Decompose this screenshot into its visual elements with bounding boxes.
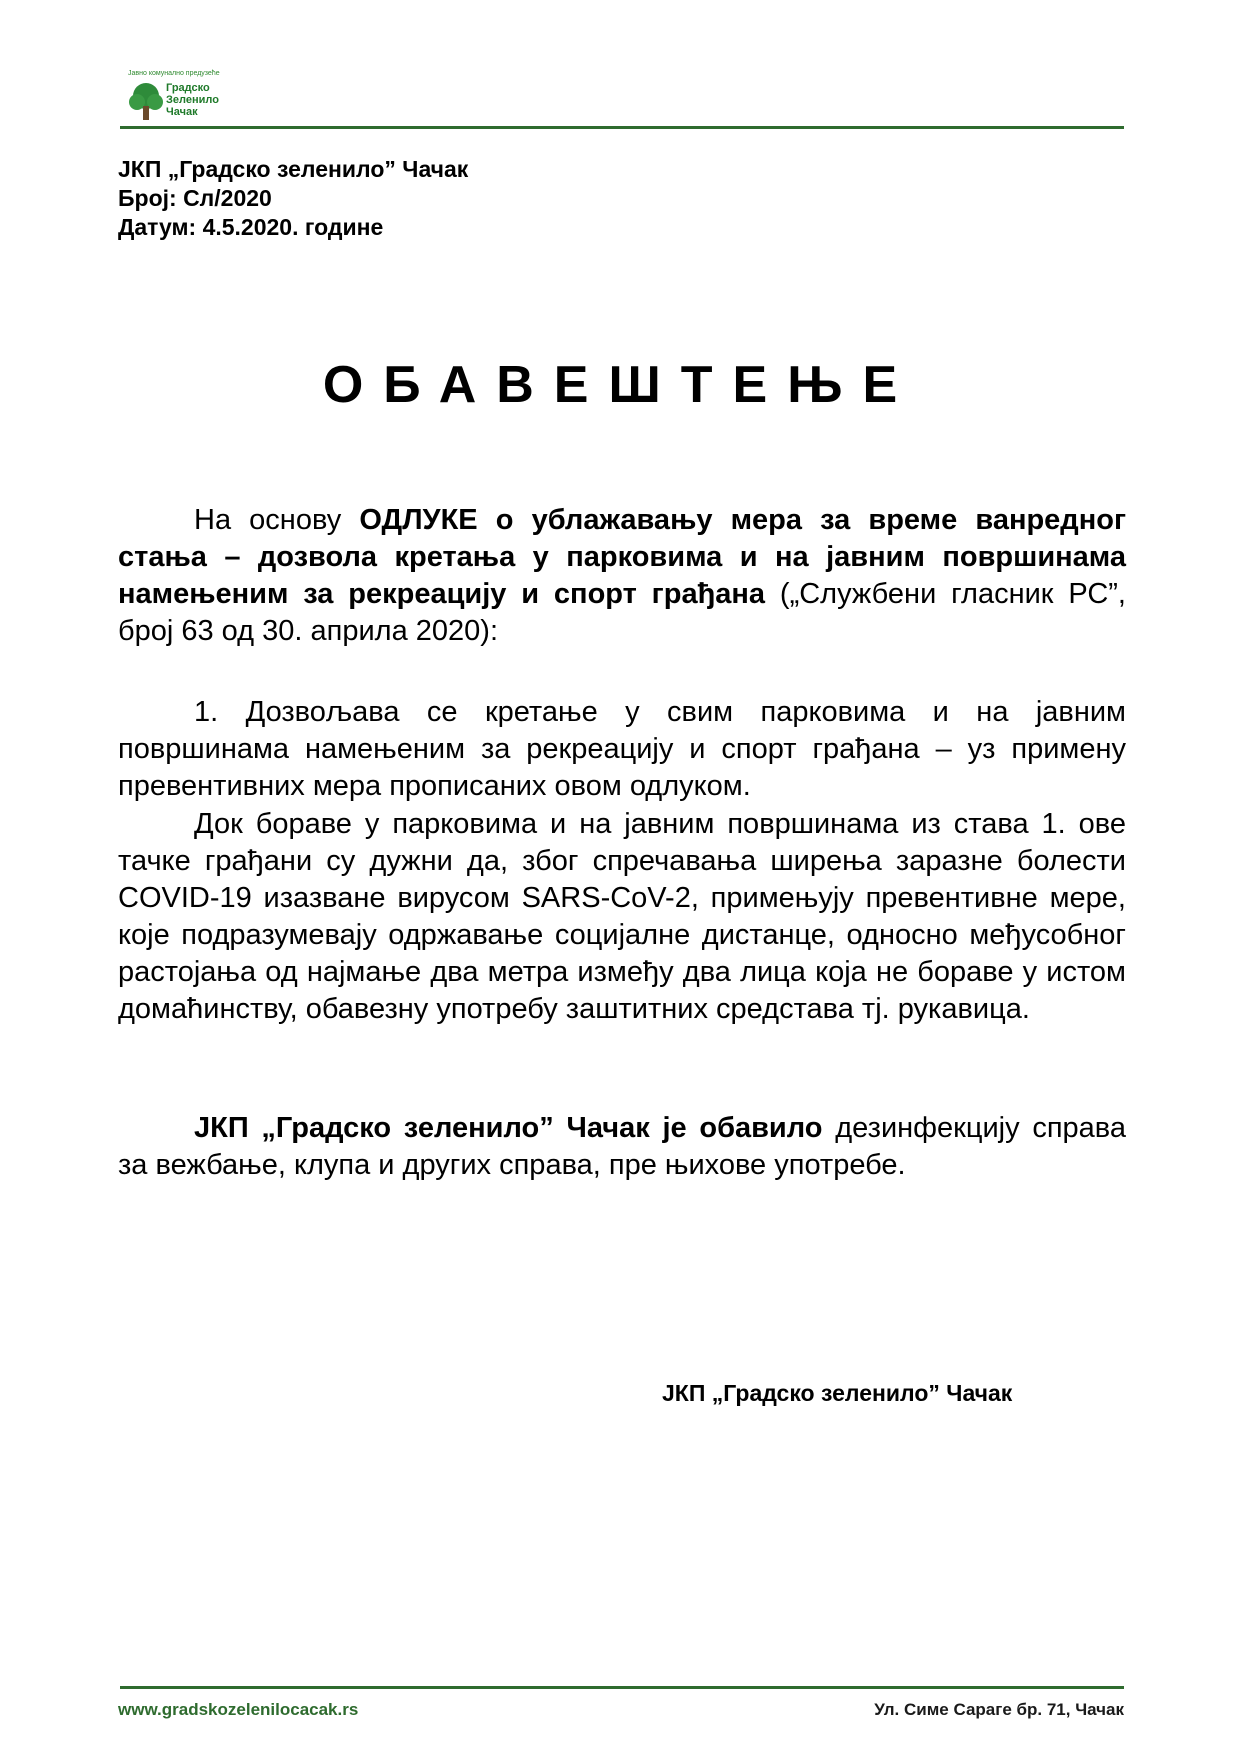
- closing-text: дезинфекцију справа за вежбање, клупа и других справа, пре њихове употребе.: [118, 1112, 1126, 1181]
- logo-line-3: Чачак: [166, 106, 198, 118]
- point-2: Док бораве у парковима и на јавним површинама из става 1. ове тачке грађани су дужни да, због спречавања ширења заразне болести COVID-19 изазване вирусом SARS-CoV-2, примењују превентивне мере, које подразумевају одржавање социјалне дистанце, односно међусобног растојања од најмање два метра између два лица која не бораве у истом домаћинству, обавезну употребу заштитних средстава тј. рукавица.: [118, 808, 1126, 1025]
- tree-icon: [128, 82, 164, 122]
- meta-date: Датум: 4.5.2020. године: [118, 214, 384, 240]
- intro-tail: („Службени гласник РС”, број 63 од 30. априла 2020):: [118, 578, 1126, 647]
- meta-number: Број: Сл/2020: [118, 185, 272, 211]
- point-1: 1. Дозвољава се кретање у свим парковима и на јавним површинама намењеним за рекреацију и спорт грађана – уз примену превентивних мера прописаних овом одлуком.: [118, 696, 1126, 802]
- intro-bold-text: о ублажавању мера за време ванредног стања – дозвола кретања у парковима и на јавним површинама намењеним за рекреацију и спорт грађана: [118, 504, 1127, 610]
- logo-tagline: Јавно комунално предузеће: [128, 70, 220, 77]
- logo-text: [166, 82, 219, 118]
- document-meta: [118, 155, 468, 242]
- logo-line-2: Зеленило: [166, 94, 219, 106]
- footer-address: Ул. Симе Сараге бр. 71, Чачак: [874, 1700, 1124, 1719]
- signature: ЈКП „Градско зеленило” Чачак: [662, 1380, 1013, 1406]
- header-divider: [120, 126, 1124, 129]
- page-title: ОБАВЕШТЕЊЕ: [322, 356, 918, 414]
- logo-line-1: Градско: [166, 82, 210, 94]
- closing-bold: ЈКП „Градско зеленило” Чачак је обавило: [194, 1112, 823, 1144]
- closing-paragraph: [118, 1110, 1126, 1184]
- footer-divider: [120, 1686, 1124, 1689]
- company-logo: [128, 70, 258, 122]
- intro-lead: На основу: [194, 504, 342, 536]
- meta-company: ЈКП „Градско зеленило” Чачак: [118, 156, 469, 182]
- intro-decision: ОДЛУКЕ: [359, 504, 478, 536]
- footer-website[interactable]: www.gradskozelenilocacak.rs: [118, 1700, 359, 1719]
- intro-paragraph: [118, 502, 1126, 650]
